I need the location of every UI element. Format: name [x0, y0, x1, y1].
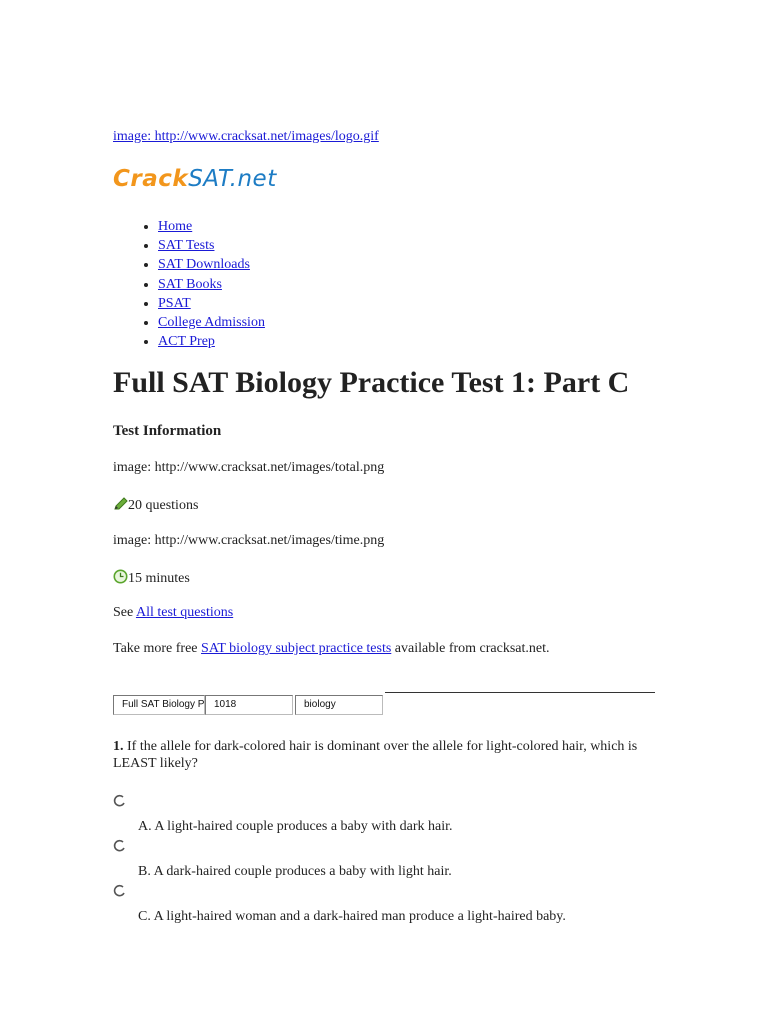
option-a-label: A. A light-haired couple produces a baby with dark hair.: [138, 819, 453, 834]
nav-link-sat-books[interactable]: SAT Books: [158, 276, 222, 292]
nav-item-college-admission: [158, 313, 265, 332]
nav-link-act-prep[interactable]: ACT Prep: [158, 334, 215, 350]
logo-sat-text: SAT.net: [188, 166, 277, 192]
more-suffix: available from cracksat.net.: [391, 641, 550, 656]
test-name-field[interactable]: Full SAT Biology P: [113, 695, 205, 715]
question-number: 1.: [113, 739, 124, 754]
logo-crack-text: Crack: [113, 166, 189, 192]
nav-item-sat-books: [158, 275, 265, 294]
question-text: If the allele for dark-colored hair is dominant over the allele for light-colored hair, which is LEAST likely?: [113, 739, 638, 771]
cracksat-logo[interactable]: [113, 166, 277, 192]
questions-count-row: [113, 497, 198, 516]
more-tests-row: [113, 641, 550, 657]
test-info-heading: Test Information: [113, 423, 222, 439]
question-1: [113, 738, 643, 772]
test-id-field[interactable]: 1018: [205, 695, 293, 715]
option-c-label: C. A light-haired woman and a dark-haired man produce a light-haired baby.: [138, 909, 566, 924]
main-nav: [113, 217, 265, 351]
radio-option-b[interactable]: [113, 839, 127, 853]
logo-image-link[interactable]: image: http://www.cracksat.net/images/logo.gif: [113, 129, 379, 144]
nav-item-act-prep: [158, 332, 265, 351]
see-prefix: See: [113, 605, 136, 620]
nav-item-sat-downloads: [158, 255, 265, 274]
all-test-questions-link[interactable]: All test questions: [135, 605, 234, 620]
radio-option-a[interactable]: [113, 794, 127, 808]
option-b-label: B. A dark-haired couple produces a baby with light hair.: [138, 864, 452, 879]
nav-link-home[interactable]: Home: [158, 219, 193, 234]
nav-link-psat[interactable]: PSAT: [158, 295, 191, 311]
see-questions-row: [113, 605, 233, 621]
time-text: 15 minutes: [128, 571, 190, 586]
pencil-icon: [113, 497, 128, 516]
page-title: Full SAT Biology Practice Test 1: Part C: [113, 366, 630, 399]
nav-item-sat-tests: [158, 236, 265, 255]
nav-link-sat-downloads[interactable]: SAT Downloads: [158, 257, 250, 273]
total-image-alt: image: http://www.cracksat.net/images/total.png: [113, 460, 385, 475]
subject-field[interactable]: biology: [295, 695, 383, 715]
nav-item-home: [158, 217, 265, 236]
more-prefix: Take more free: [113, 641, 202, 656]
nav-link-college-admission[interactable]: College Admission: [158, 314, 265, 330]
nav-link-sat-tests[interactable]: SAT Tests: [158, 238, 215, 254]
time-image-alt: image: http://www.cracksat.net/images/time.png: [113, 533, 385, 548]
separator-line: [385, 692, 655, 693]
questions-count: 20 questions: [128, 498, 199, 513]
radio-option-c[interactable]: [113, 884, 127, 898]
nav-item-psat: [158, 294, 265, 313]
clock-icon: [113, 569, 128, 589]
biology-practice-tests-link[interactable]: SAT biology subject practice tests: [201, 641, 392, 656]
time-row: [113, 569, 190, 589]
